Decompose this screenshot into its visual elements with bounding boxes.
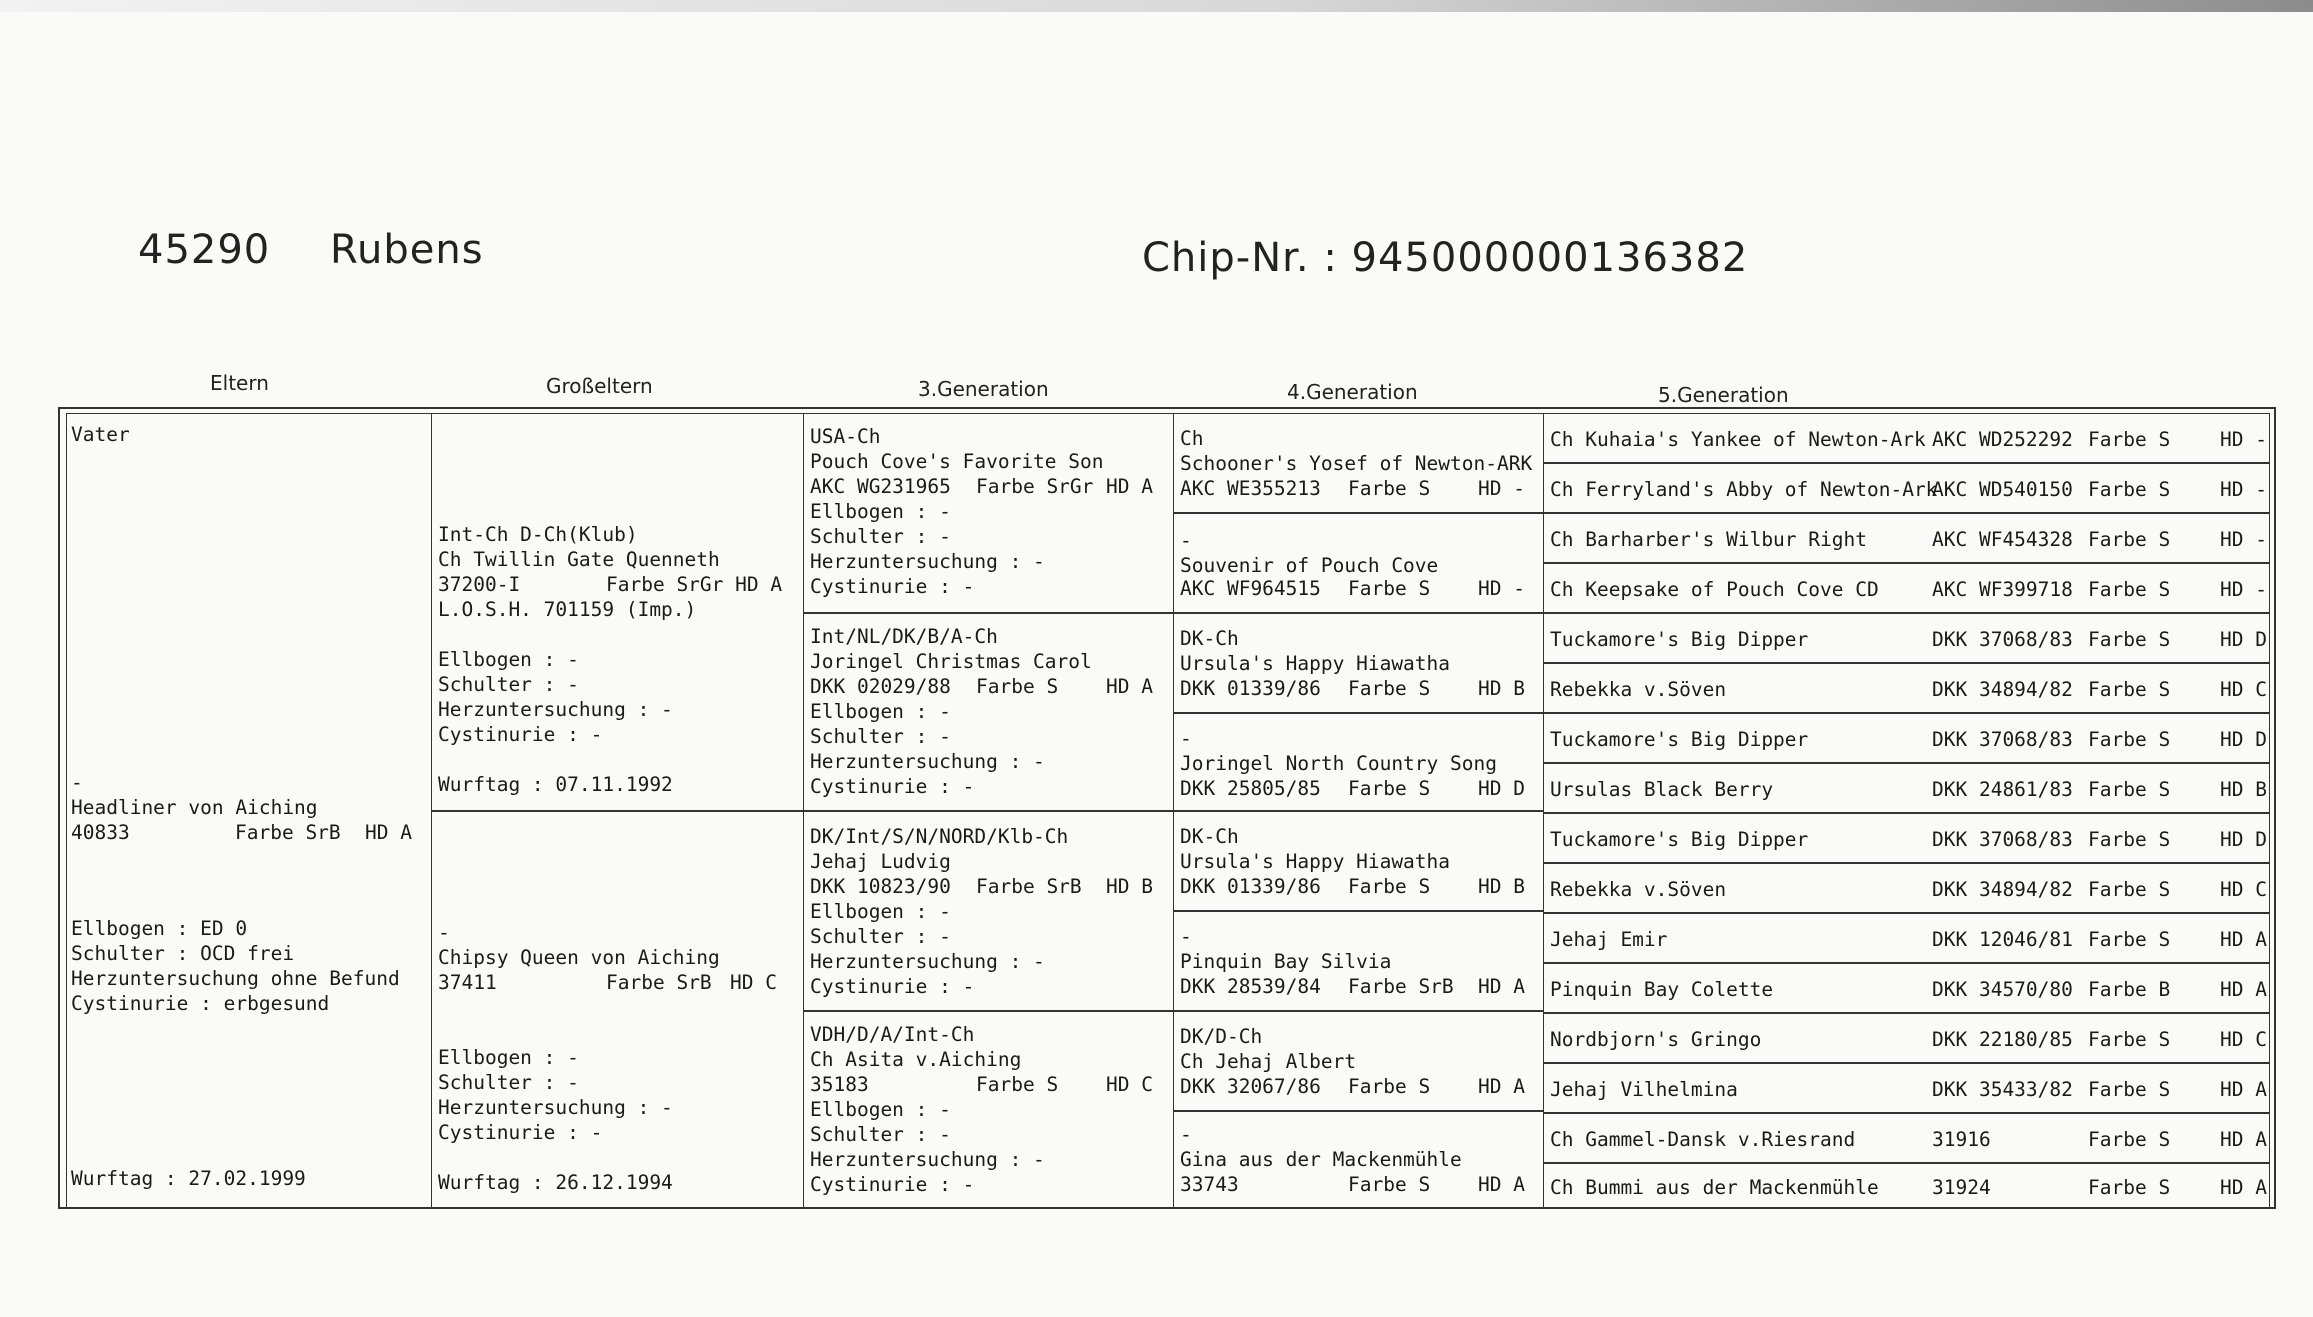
gen3-4-ellbogen: Ellbogen : - xyxy=(810,1098,951,1121)
gen3-3-farbe: Farbe SrB xyxy=(976,875,1082,898)
gen5-row-7 xyxy=(1544,713,2270,763)
gen4-6-name: Pinquin Bay Silvia xyxy=(1180,950,1392,973)
gen3-1-herz: Herzuntersuchung : - xyxy=(810,550,1045,573)
gen4-5-name: Ursula's Happy Hiawatha xyxy=(1180,850,1451,873)
column-label-grandparents: Großeltern xyxy=(546,374,653,398)
gen4-5-reg: DKK 01339/86 xyxy=(1180,875,1321,898)
gen4-8-name: Gina aus der Mackenmühle xyxy=(1180,1148,1462,1171)
gen4-3-reg: DKK 01339/86 xyxy=(1180,677,1321,700)
gen4-2-hd: HD - xyxy=(1478,577,1525,600)
gen4-8-hd: HD A xyxy=(1478,1173,1525,1196)
column-label-gen3: 3.Generation xyxy=(918,377,1049,401)
gen5-3-hd: HD - xyxy=(2220,528,2267,551)
gp2-ellbogen: Ellbogen : - xyxy=(438,1046,579,1069)
column-label-parents: Eltern xyxy=(210,371,269,395)
gen3-4-farbe: Farbe S xyxy=(976,1073,1059,1096)
gen3-4-hd: HD C xyxy=(1106,1073,1153,1096)
gen5-5-name: Tuckamore's Big Dipper xyxy=(1550,628,1809,651)
gen3-3-cyst: Cystinurie : - xyxy=(810,975,975,998)
gen4-4-reg: DKK 25805/85 xyxy=(1180,777,1321,800)
gp2-name: Chipsy Queen von Aiching xyxy=(438,946,720,969)
parent-wurftag: Wurftag : 27.02.1999 xyxy=(71,1167,306,1190)
gen5-row-12 xyxy=(1544,963,2270,1013)
gp2-hd: HD C xyxy=(730,971,777,994)
gen3-3-hd: HD B xyxy=(1106,875,1153,898)
gen5-1-reg: AKC WD252292 xyxy=(1932,428,2073,451)
gen5-1-name: Ch Kuhaia's Yankee of Newton-Ark xyxy=(1550,428,1926,451)
gen5-15-farbe: Farbe S xyxy=(2088,1128,2171,1151)
dog-name: Rubens xyxy=(330,227,484,273)
gen5-row-8 xyxy=(1544,763,2270,813)
gen4-cell-2 xyxy=(1174,513,1544,613)
gen3-4-schulter: Schulter : - xyxy=(810,1123,951,1146)
gen5-16-farbe: Farbe S xyxy=(2088,1176,2171,1199)
gen5-2-hd: HD - xyxy=(2220,478,2267,501)
gen3-cell-3 xyxy=(804,811,1174,1011)
gen5-13-reg: DKK 22180/85 xyxy=(1932,1028,2073,1051)
gp2-cyst: Cystinurie : - xyxy=(438,1121,603,1144)
gen5-9-hd: HD D xyxy=(2220,828,2267,851)
gen5-12-hd: HD A xyxy=(2220,978,2267,1001)
gen3-2-farbe: Farbe S xyxy=(976,675,1059,698)
gen5-4-reg: AKC WF399718 xyxy=(1932,578,2073,601)
gp1-extra: L.O.S.H. 701159 (Imp.) xyxy=(438,598,697,621)
gen3-3-name: Jehaj Ludvig xyxy=(810,850,951,873)
parent-label: Vater xyxy=(71,423,130,446)
gen4-3-farbe: Farbe S xyxy=(1348,677,1431,700)
gen5-7-farbe: Farbe S xyxy=(2088,728,2171,751)
gen3-1-hd: HD A xyxy=(1106,475,1153,498)
gen5-8-farbe: Farbe S xyxy=(2088,778,2171,801)
gen3-1-ellbogen: Ellbogen : - xyxy=(810,500,951,523)
parent-name: Headliner von Aiching xyxy=(71,796,318,819)
gen5-1-hd: HD - xyxy=(2220,428,2267,451)
gen5-15-hd: HD A xyxy=(2220,1128,2267,1151)
parent-cell xyxy=(66,413,432,1209)
gen4-1-name: Schooner's Yosef of Newton-ARK xyxy=(1180,452,1533,475)
gen3-3-reg: DKK 10823/90 xyxy=(810,875,951,898)
gen4-cell-6 xyxy=(1174,911,1544,1011)
gen5-row-6 xyxy=(1544,663,2270,713)
gen3-2-reg: DKK 02029/88 xyxy=(810,675,951,698)
gen5-1-farbe: Farbe S xyxy=(2088,428,2171,451)
gen3-2-herz: Herzuntersuchung : - xyxy=(810,750,1045,773)
gen4-cell-7 xyxy=(1174,1011,1544,1111)
gp2-title: - xyxy=(438,921,450,944)
parent-ellbogen: Ellbogen : ED 0 xyxy=(71,917,248,940)
gp1-title: Int-Ch D-Ch(Klub) xyxy=(438,523,638,546)
gen5-row-16 xyxy=(1544,1163,2270,1209)
parent-cyst: Cystinurie : erbgesund xyxy=(71,992,330,1015)
gen4-cell-1 xyxy=(1174,413,1544,513)
gen4-6-hd: HD A xyxy=(1478,975,1525,998)
gen5-6-hd: HD C xyxy=(2220,678,2267,701)
gen3-cell-1 xyxy=(804,413,1174,613)
gen3-4-cyst: Cystinurie : - xyxy=(810,1173,975,1196)
gen4-6-farbe: Farbe SrB xyxy=(1348,975,1454,998)
registration-number: 45290 xyxy=(138,227,271,273)
gp1-wurftag: Wurftag : 07.11.1992 xyxy=(438,773,673,796)
gen5-16-reg: 31924 xyxy=(1932,1176,1991,1199)
gen5-2-name: Ch Ferryland's Abby of Newton-Ark xyxy=(1550,478,1938,501)
gen5-12-name: Pinquin Bay Colette xyxy=(1550,978,1774,1001)
gen5-7-reg: DKK 37068/83 xyxy=(1932,728,2073,751)
gen4-7-farbe: Farbe S xyxy=(1348,1075,1431,1098)
gen3-3-ellbogen: Ellbogen : - xyxy=(810,900,951,923)
gen3-4-herz: Herzuntersuchung : - xyxy=(810,1148,1045,1171)
gp1-herz: Herzuntersuchung : - xyxy=(438,698,673,721)
gen3-cell-4 xyxy=(804,1011,1174,1209)
gen4-5-title: DK-Ch xyxy=(1180,825,1239,848)
gen4-4-hd: HD D xyxy=(1478,777,1525,800)
gen5-4-name: Ch Keepsake of Pouch Cove CD xyxy=(1550,578,1879,601)
gen5-6-name: Rebekka v.Söven xyxy=(1550,678,1727,701)
gen5-11-name: Jehaj Emir xyxy=(1550,928,1668,951)
grandparent-cell-1 xyxy=(432,413,804,811)
gen4-4-farbe: Farbe S xyxy=(1348,777,1431,800)
gen5-14-name: Jehaj Vilhelmina xyxy=(1550,1078,1738,1101)
gen5-row-2 xyxy=(1544,463,2270,513)
gen4-2-reg: AKC WF964515 xyxy=(1180,577,1321,600)
gen5-14-farbe: Farbe S xyxy=(2088,1078,2171,1101)
gen3-1-cyst: Cystinurie : - xyxy=(810,575,975,598)
gen4-cell-8 xyxy=(1174,1111,1544,1209)
gen5-2-farbe: Farbe S xyxy=(2088,478,2171,501)
gen5-14-hd: HD A xyxy=(2220,1078,2267,1101)
gen3-2-title: Int/NL/DK/B/A-Ch xyxy=(810,625,998,648)
parent-hd: HD A xyxy=(365,821,412,844)
gp1-farbe: Farbe SrGr HD A xyxy=(606,573,783,596)
gen5-row-11 xyxy=(1544,913,2270,963)
gen5-8-name: Ursulas Black Berry xyxy=(1550,778,1774,801)
gen4-cell-3 xyxy=(1174,613,1544,713)
gen3-3-herz: Herzuntersuchung : - xyxy=(810,950,1045,973)
grandparent-cell-2 xyxy=(432,811,804,1209)
gen5-3-name: Ch Barharber's Wilbur Right xyxy=(1550,528,1867,551)
gen5-row-3 xyxy=(1544,513,2270,563)
gen4-1-reg: AKC WE355213 xyxy=(1180,477,1321,500)
gen5-12-reg: DKK 34570/80 xyxy=(1932,978,2073,1001)
gen5-9-farbe: Farbe S xyxy=(2088,828,2171,851)
gen4-7-reg: DKK 32067/86 xyxy=(1180,1075,1321,1098)
gen3-1-schulter: Schulter : - xyxy=(810,525,951,548)
gen4-7-hd: HD A xyxy=(1478,1075,1525,1098)
gen5-3-reg: AKC WF454328 xyxy=(1932,528,2073,551)
gen5-15-name: Ch Gammel-Dansk v.Riesrand xyxy=(1550,1128,1856,1151)
gen5-6-farbe: Farbe S xyxy=(2088,678,2171,701)
gen4-1-hd: HD - xyxy=(1478,477,1525,500)
gen3-2-hd: HD A xyxy=(1106,675,1153,698)
parent-herz: Herzuntersuchung ohne Befund xyxy=(71,967,400,990)
gen4-4-name: Joringel North Country Song xyxy=(1180,752,1497,775)
gen4-2-farbe: Farbe S xyxy=(1348,577,1431,600)
gen5-8-hd: HD B xyxy=(2220,778,2267,801)
gen3-2-schulter: Schulter : - xyxy=(810,725,951,748)
gen5-13-farbe: Farbe S xyxy=(2088,1028,2171,1051)
gp1-name: Ch Twillin Gate Quenneth xyxy=(438,548,720,571)
gen5-9-reg: DKK 37068/83 xyxy=(1932,828,2073,851)
gen5-row-9 xyxy=(1544,813,2270,863)
column-label-gen4: 4.Generation xyxy=(1287,380,1418,404)
gen5-13-name: Nordbjorn's Gringo xyxy=(1550,1028,1762,1051)
gen5-16-hd: HD A xyxy=(2220,1176,2267,1199)
parent-schulter: Schulter : OCD frei xyxy=(71,942,295,965)
gen3-2-name: Joringel Christmas Carol xyxy=(810,650,1092,673)
gen5-10-hd: HD C xyxy=(2220,878,2267,901)
gen5-15-reg: 31916 xyxy=(1932,1128,1991,1151)
gen5-row-13 xyxy=(1544,1013,2270,1063)
gen5-4-hd: HD - xyxy=(2220,578,2267,601)
gen5-7-hd: HD D xyxy=(2220,728,2267,751)
gen5-6-reg: DKK 34894/82 xyxy=(1932,678,2073,701)
gen5-row-1 xyxy=(1544,413,2270,463)
gp1-cyst: Cystinurie : - xyxy=(438,723,603,746)
gen4-7-title: DK/D-Ch xyxy=(1180,1025,1263,1048)
gen4-6-title: - xyxy=(1180,925,1192,948)
gen3-1-farbe: Farbe SrGr xyxy=(976,475,1094,498)
gen3-4-title: VDH/D/A/Int-Ch xyxy=(810,1023,975,1046)
gen5-row-10 xyxy=(1544,863,2270,913)
gen5-4-farbe: Farbe S xyxy=(2088,578,2171,601)
gen5-7-name: Tuckamore's Big Dipper xyxy=(1550,728,1809,751)
gp2-herz: Herzuntersuchung : - xyxy=(438,1096,673,1119)
gp1-schulter: Schulter : - xyxy=(438,673,579,696)
gen5-5-reg: DKK 37068/83 xyxy=(1932,628,2073,651)
gen5-row-5 xyxy=(1544,613,2270,663)
gen4-7-name: Ch Jehaj Albert xyxy=(1180,1050,1357,1073)
gen5-8-reg: DKK 24861/83 xyxy=(1932,778,2073,801)
gen5-9-name: Tuckamore's Big Dipper xyxy=(1550,828,1809,851)
gp2-wurftag: Wurftag : 26.12.1994 xyxy=(438,1171,673,1194)
gen5-5-farbe: Farbe S xyxy=(2088,628,2171,651)
gen3-2-cyst: Cystinurie : - xyxy=(810,775,975,798)
gen5-13-hd: HD C xyxy=(2220,1028,2267,1051)
gen5-12-farbe: Farbe B xyxy=(2088,978,2171,1001)
gen5-11-reg: DKK 12046/81 xyxy=(1932,928,2073,951)
gp2-reg: 37411 xyxy=(438,971,497,994)
top-edge-strip xyxy=(0,0,2313,12)
gen3-1-name: Pouch Cove's Favorite Son xyxy=(810,450,1104,473)
parent-farbe: Farbe SrB xyxy=(235,821,341,844)
gen4-6-reg: DKK 28539/84 xyxy=(1180,975,1321,998)
gen4-5-farbe: Farbe S xyxy=(1348,875,1431,898)
gen5-14-reg: DKK 35433/82 xyxy=(1932,1078,2073,1101)
gen4-cell-4 xyxy=(1174,713,1544,811)
parent-title: - xyxy=(71,771,83,794)
gen5-10-reg: DKK 34894/82 xyxy=(1932,878,2073,901)
gen5-2-reg: AKC WD540150 xyxy=(1932,478,2073,501)
gp2-farbe: Farbe SrB xyxy=(606,971,712,994)
gen5-10-farbe: Farbe S xyxy=(2088,878,2171,901)
gen4-1-title: Ch xyxy=(1180,427,1204,450)
gen5-16-name: Ch Bummi aus der Mackenmühle xyxy=(1550,1176,1879,1199)
gen3-cell-2 xyxy=(804,613,1174,811)
gen3-3-title: DK/Int/S/N/NORD/Klb-Ch xyxy=(810,825,1069,848)
gen5-11-hd: HD A xyxy=(2220,928,2267,951)
gen5-11-farbe: Farbe S xyxy=(2088,928,2171,951)
gen4-3-title: DK-Ch xyxy=(1180,627,1239,650)
gen5-5-hd: HD D xyxy=(2220,628,2267,651)
chip-number: Chip-Nr. : 945000000136382 xyxy=(1142,235,1749,281)
gen4-cell-5 xyxy=(1174,811,1544,911)
gp1-ellbogen: Ellbogen : - xyxy=(438,648,579,671)
gen3-3-schulter: Schulter : - xyxy=(810,925,951,948)
gp1-reg: 37200-I xyxy=(438,573,521,596)
gen5-row-4 xyxy=(1544,563,2270,613)
gen5-row-15 xyxy=(1544,1113,2270,1163)
gen4-4-title: - xyxy=(1180,727,1192,750)
gen4-8-title: - xyxy=(1180,1123,1192,1146)
gen4-8-farbe: Farbe S xyxy=(1348,1173,1431,1196)
gen4-2-name: Souvenir of Pouch Cove xyxy=(1180,554,1439,577)
gen4-3-name: Ursula's Happy Hiawatha xyxy=(1180,652,1451,675)
gen5-3-farbe: Farbe S xyxy=(2088,528,2171,551)
gen4-1-farbe: Farbe S xyxy=(1348,477,1431,500)
gen5-10-name: Rebekka v.Söven xyxy=(1550,878,1727,901)
gen4-8-reg: 33743 xyxy=(1180,1173,1239,1196)
gen3-1-title: USA-Ch xyxy=(810,425,881,448)
gen3-4-reg: 35183 xyxy=(810,1073,869,1096)
gen4-3-hd: HD B xyxy=(1478,677,1525,700)
gen5-row-14 xyxy=(1544,1063,2270,1113)
gp2-schulter: Schulter : - xyxy=(438,1071,579,1094)
parent-reg: 40833 xyxy=(71,821,130,844)
gen4-5-hd: HD B xyxy=(1478,875,1525,898)
column-label-gen5: 5.Generation xyxy=(1658,383,1789,407)
gen3-4-name: Ch Asita v.Aiching xyxy=(810,1048,1022,1071)
gen3-1-reg: AKC WG231965 xyxy=(810,475,951,498)
gen4-2-title: - xyxy=(1180,529,1192,552)
gen3-2-ellbogen: Ellbogen : - xyxy=(810,700,951,723)
